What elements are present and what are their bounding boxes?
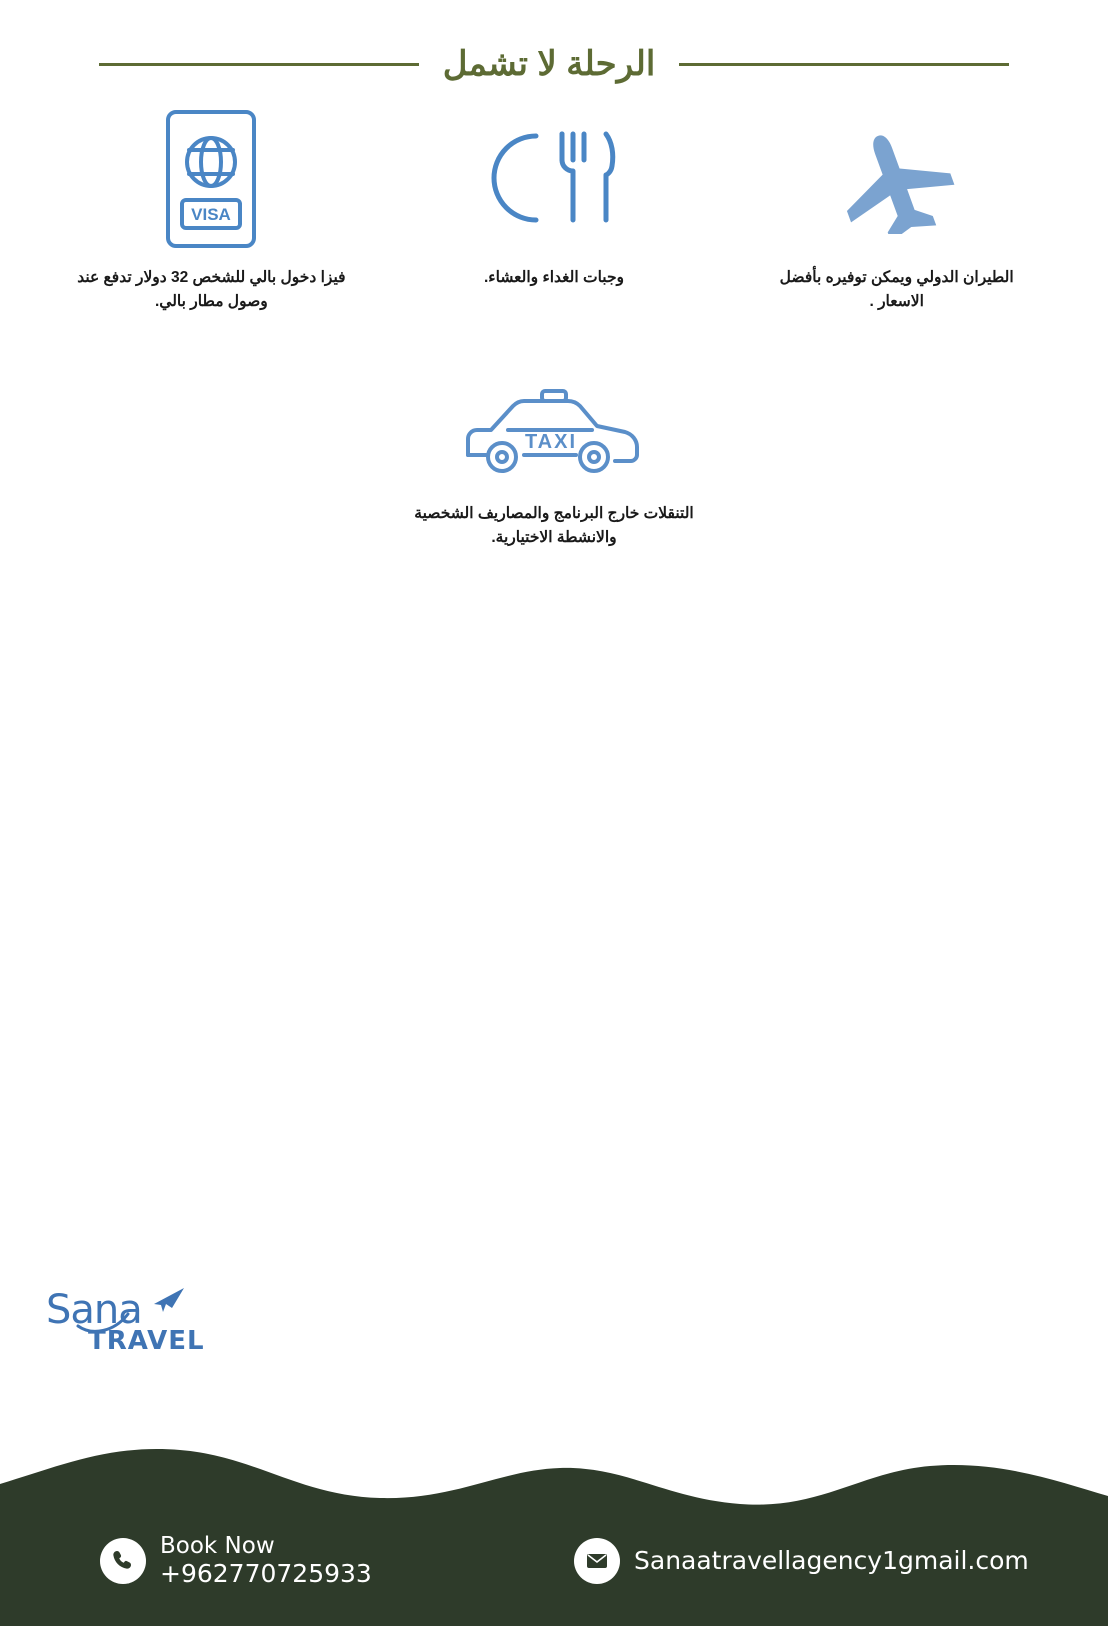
email-text-block	[634, 1547, 1029, 1575]
footer	[0, 1426, 1108, 1626]
svg-text:TAXI: TAXI	[524, 431, 578, 453]
exclusions-grid	[40, 96, 1068, 314]
visa-passport-icon	[156, 104, 266, 254]
taxi-icon	[454, 380, 654, 490]
exclusions-grid-row2	[40, 372, 1068, 550]
book-now-label: Book Now	[160, 1533, 275, 1560]
footer-contacts	[0, 1506, 1108, 1626]
section-header	[0, 34, 1108, 94]
meal-cutlery-icon	[484, 104, 624, 254]
header-rule-left	[99, 63, 419, 66]
logo-subtitle: TRAVEL	[88, 1326, 205, 1356]
envelope-icon	[574, 1538, 620, 1584]
page-title: الرحلة لا تشمل	[442, 45, 656, 83]
header-rule-right	[679, 63, 1009, 66]
list-item-caption: التنقلات خارج البرنامج والمصاريف الشخصية والانشطة الاختيارية.	[414, 505, 694, 547]
list-item	[725, 96, 1068, 314]
list-item	[40, 372, 1068, 550]
list-item-caption: وجبات الغداء والعشاء.	[484, 269, 625, 286]
airplane-icon	[832, 104, 962, 254]
email-address: Sanaatravellagency1gmail.com	[634, 1546, 1029, 1575]
list-item-caption: فيزا دخول بالي للشخص 32 دولار تدفع عند وصول مطار بالي.	[77, 269, 346, 311]
list-item	[40, 96, 383, 314]
svg-text:VISA: VISA	[191, 205, 232, 224]
logo-name: Sana	[46, 1287, 142, 1333]
phone-number: +962770725933	[160, 1558, 372, 1588]
phone-icon	[100, 1538, 146, 1584]
brand-logo	[42, 1284, 252, 1364]
contact-phone[interactable]	[60, 1534, 554, 1588]
logo-airplane-icon	[150, 1282, 190, 1321]
contact-email[interactable]	[554, 1538, 1048, 1584]
list-item	[383, 96, 726, 314]
list-item-caption: الطيران الدولي ويمكن توفيره بأفضل الاسعار .	[779, 269, 1014, 311]
phone-text-block	[160, 1534, 372, 1588]
